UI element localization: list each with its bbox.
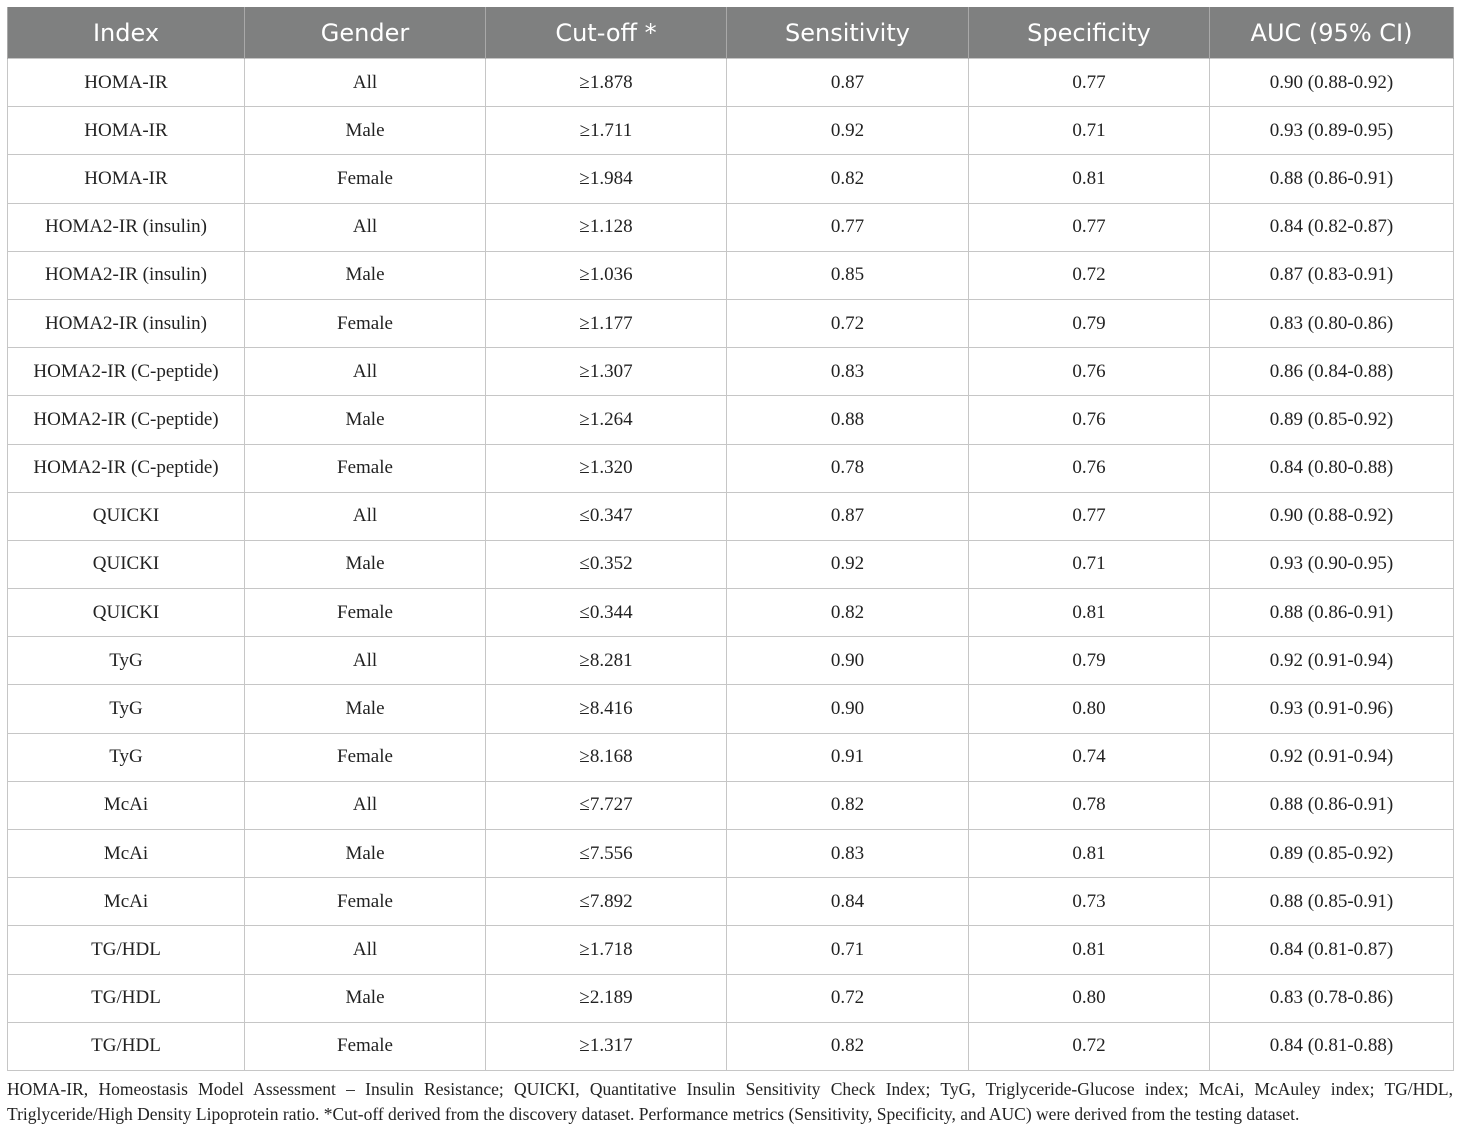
cell-auc: 0.89 (0.85-0.92) bbox=[1210, 830, 1454, 878]
cell-gender: Female bbox=[245, 878, 486, 926]
table-row bbox=[8, 155, 1454, 203]
results-table bbox=[7, 7, 1454, 1071]
cell-specificity: 0.79 bbox=[969, 637, 1210, 685]
cell-auc: 0.93 (0.89-0.95) bbox=[1210, 107, 1454, 155]
cell-auc: 0.84 (0.81-0.88) bbox=[1210, 1022, 1454, 1070]
table-row bbox=[8, 878, 1454, 926]
table-row bbox=[8, 444, 1454, 492]
cell-specificity: 0.77 bbox=[969, 492, 1210, 540]
cell-sensitivity: 0.82 bbox=[727, 589, 969, 637]
table-row bbox=[8, 348, 1454, 396]
cell-gender: Male bbox=[245, 396, 486, 444]
table-row bbox=[8, 781, 1454, 829]
cell-index: TG/HDL bbox=[8, 926, 245, 974]
cell-sensitivity: 0.87 bbox=[727, 59, 969, 107]
cell-gender: All bbox=[245, 926, 486, 974]
cell-index: TG/HDL bbox=[8, 1022, 245, 1070]
table-footnote: HOMA-IR, Homeostasis Model Assessment – Insulin Resistance; QUICKI, Quantitative Insulin Sensitivity Check Index; TyG, Triglyceride-Glucose index; McAi, McAuley index; TG/HDL, Triglyceride/High Density Lipoprotein ratio. *Cut-off derived from the discovery dataset. Performance metrics (Sensitivity, Specificity, and AUC) were derived from the testing dataset. bbox=[7, 1079, 1453, 1124]
cell-specificity: 0.76 bbox=[969, 348, 1210, 396]
cell-index: TyG bbox=[8, 685, 245, 733]
cell-gender: All bbox=[245, 348, 486, 396]
cell-sensitivity: 0.82 bbox=[727, 155, 969, 203]
cell-specificity: 0.72 bbox=[969, 1022, 1210, 1070]
cell-auc: 0.87 (0.83-0.91) bbox=[1210, 251, 1454, 299]
table-row bbox=[8, 251, 1454, 299]
cell-auc: 0.88 (0.86-0.91) bbox=[1210, 781, 1454, 829]
cell-index: HOMA-IR bbox=[8, 59, 245, 107]
results-table-container bbox=[7, 7, 1453, 1071]
table-header bbox=[8, 7, 1454, 59]
cell-index: TG/HDL bbox=[8, 974, 245, 1022]
cell-auc: 0.92 (0.91-0.94) bbox=[1210, 637, 1454, 685]
cell-specificity: 0.79 bbox=[969, 299, 1210, 347]
cell-sensitivity: 0.84 bbox=[727, 878, 969, 926]
cell-cutoff: ≥1.307 bbox=[486, 348, 727, 396]
cell-sensitivity: 0.90 bbox=[727, 685, 969, 733]
cell-gender: Male bbox=[245, 540, 486, 588]
cell-sensitivity: 0.85 bbox=[727, 251, 969, 299]
cell-gender: Female bbox=[245, 299, 486, 347]
cell-specificity: 0.81 bbox=[969, 589, 1210, 637]
cell-cutoff: ≤0.347 bbox=[486, 492, 727, 540]
cell-index: QUICKI bbox=[8, 589, 245, 637]
cell-index: HOMA-IR bbox=[8, 155, 245, 203]
cell-auc: 0.88 (0.86-0.91) bbox=[1210, 155, 1454, 203]
cell-index: QUICKI bbox=[8, 492, 245, 540]
cell-gender: All bbox=[245, 637, 486, 685]
table-row bbox=[8, 59, 1454, 107]
cell-gender: Female bbox=[245, 155, 486, 203]
cell-cutoff: ≥1.317 bbox=[486, 1022, 727, 1070]
cell-sensitivity: 0.72 bbox=[727, 299, 969, 347]
cell-cutoff: ≥1.718 bbox=[486, 926, 727, 974]
cell-sensitivity: 0.90 bbox=[727, 637, 969, 685]
cell-sensitivity: 0.78 bbox=[727, 444, 969, 492]
cell-index: HOMA2-IR (C-peptide) bbox=[8, 396, 245, 444]
cell-sensitivity: 0.72 bbox=[727, 974, 969, 1022]
cell-specificity: 0.80 bbox=[969, 974, 1210, 1022]
cell-gender: Female bbox=[245, 589, 486, 637]
cell-sensitivity: 0.83 bbox=[727, 830, 969, 878]
header-auc: AUC (95% CI) bbox=[1210, 7, 1454, 59]
cell-specificity: 0.73 bbox=[969, 878, 1210, 926]
cell-specificity: 0.76 bbox=[969, 444, 1210, 492]
cell-cutoff: ≥1.177 bbox=[486, 299, 727, 347]
cell-cutoff: ≥2.189 bbox=[486, 974, 727, 1022]
cell-gender: All bbox=[245, 492, 486, 540]
cell-cutoff: ≥1.984 bbox=[486, 155, 727, 203]
table-row bbox=[8, 540, 1454, 588]
cell-auc: 0.90 (0.88-0.92) bbox=[1210, 59, 1454, 107]
cell-gender: Male bbox=[245, 251, 486, 299]
cell-cutoff: ≤7.892 bbox=[486, 878, 727, 926]
cell-specificity: 0.81 bbox=[969, 830, 1210, 878]
cell-cutoff: ≤7.727 bbox=[486, 781, 727, 829]
cell-gender: Male bbox=[245, 830, 486, 878]
cell-auc: 0.84 (0.80-0.88) bbox=[1210, 444, 1454, 492]
table-row bbox=[8, 733, 1454, 781]
cell-auc: 0.83 (0.78-0.86) bbox=[1210, 974, 1454, 1022]
cell-cutoff: ≥1.711 bbox=[486, 107, 727, 155]
header-cutoff: Cut-off * bbox=[486, 7, 727, 59]
table-row bbox=[8, 685, 1454, 733]
cell-sensitivity: 0.77 bbox=[727, 203, 969, 251]
table-row bbox=[8, 926, 1454, 974]
cell-cutoff: ≥1.036 bbox=[486, 251, 727, 299]
cell-cutoff: ≤0.352 bbox=[486, 540, 727, 588]
cell-cutoff: ≥8.168 bbox=[486, 733, 727, 781]
table-row bbox=[8, 830, 1454, 878]
cell-sensitivity: 0.82 bbox=[727, 1022, 969, 1070]
cell-specificity: 0.81 bbox=[969, 926, 1210, 974]
cell-index: HOMA2-IR (insulin) bbox=[8, 251, 245, 299]
cell-auc: 0.92 (0.91-0.94) bbox=[1210, 733, 1454, 781]
table-row bbox=[8, 974, 1454, 1022]
cell-sensitivity: 0.88 bbox=[727, 396, 969, 444]
cell-specificity: 0.76 bbox=[969, 396, 1210, 444]
cell-gender: Female bbox=[245, 444, 486, 492]
cell-index: TyG bbox=[8, 637, 245, 685]
cell-auc: 0.89 (0.85-0.92) bbox=[1210, 396, 1454, 444]
cell-gender: Male bbox=[245, 107, 486, 155]
cell-index: HOMA-IR bbox=[8, 107, 245, 155]
cell-specificity: 0.80 bbox=[969, 685, 1210, 733]
cell-auc: 0.84 (0.81-0.87) bbox=[1210, 926, 1454, 974]
cell-index: QUICKI bbox=[8, 540, 245, 588]
cell-auc: 0.88 (0.85-0.91) bbox=[1210, 878, 1454, 926]
table-row bbox=[8, 107, 1454, 155]
header-index: Index bbox=[8, 7, 245, 59]
cell-sensitivity: 0.71 bbox=[727, 926, 969, 974]
cell-specificity: 0.71 bbox=[969, 540, 1210, 588]
cell-specificity: 0.77 bbox=[969, 203, 1210, 251]
cell-auc: 0.93 (0.91-0.96) bbox=[1210, 685, 1454, 733]
table-body bbox=[8, 59, 1454, 1071]
cell-cutoff: ≥1.878 bbox=[486, 59, 727, 107]
cell-auc: 0.86 (0.84-0.88) bbox=[1210, 348, 1454, 396]
header-gender: Gender bbox=[245, 7, 486, 59]
cell-index: TyG bbox=[8, 733, 245, 781]
cell-gender: All bbox=[245, 781, 486, 829]
header-specificity: Specificity bbox=[969, 7, 1210, 59]
cell-auc: 0.93 (0.90-0.95) bbox=[1210, 540, 1454, 588]
cell-cutoff: ≤0.344 bbox=[486, 589, 727, 637]
cell-cutoff: ≥8.416 bbox=[486, 685, 727, 733]
cell-index: HOMA2-IR (C-peptide) bbox=[8, 348, 245, 396]
header-sensitivity: Sensitivity bbox=[727, 7, 969, 59]
cell-auc: 0.84 (0.82-0.87) bbox=[1210, 203, 1454, 251]
cell-cutoff: ≤7.556 bbox=[486, 830, 727, 878]
cell-cutoff: ≥1.128 bbox=[486, 203, 727, 251]
cell-gender: All bbox=[245, 59, 486, 107]
table-row bbox=[8, 492, 1454, 540]
cell-sensitivity: 0.83 bbox=[727, 348, 969, 396]
cell-index: HOMA2-IR (C-peptide) bbox=[8, 444, 245, 492]
cell-index: McAi bbox=[8, 781, 245, 829]
cell-index: HOMA2-IR (insulin) bbox=[8, 203, 245, 251]
cell-specificity: 0.78 bbox=[969, 781, 1210, 829]
cell-auc: 0.90 (0.88-0.92) bbox=[1210, 492, 1454, 540]
cell-specificity: 0.72 bbox=[969, 251, 1210, 299]
cell-cutoff: ≥1.264 bbox=[486, 396, 727, 444]
cell-specificity: 0.81 bbox=[969, 155, 1210, 203]
cell-sensitivity: 0.92 bbox=[727, 540, 969, 588]
cell-specificity: 0.77 bbox=[969, 59, 1210, 107]
cell-auc: 0.83 (0.80-0.86) bbox=[1210, 299, 1454, 347]
cell-sensitivity: 0.82 bbox=[727, 781, 969, 829]
cell-sensitivity: 0.87 bbox=[727, 492, 969, 540]
cell-sensitivity: 0.91 bbox=[727, 733, 969, 781]
cell-index: HOMA2-IR (insulin) bbox=[8, 299, 245, 347]
cell-index: McAi bbox=[8, 878, 245, 926]
table-row bbox=[8, 396, 1454, 444]
cell-gender: Male bbox=[245, 974, 486, 1022]
cell-sensitivity: 0.92 bbox=[727, 107, 969, 155]
cell-gender: All bbox=[245, 203, 486, 251]
cell-index: McAi bbox=[8, 830, 245, 878]
cell-auc: 0.88 (0.86-0.91) bbox=[1210, 589, 1454, 637]
cell-cutoff: ≥1.320 bbox=[486, 444, 727, 492]
table-row bbox=[8, 299, 1454, 347]
cell-cutoff: ≥8.281 bbox=[486, 637, 727, 685]
table-row bbox=[8, 1022, 1454, 1070]
cell-gender: Male bbox=[245, 685, 486, 733]
table-row bbox=[8, 203, 1454, 251]
table-row bbox=[8, 637, 1454, 685]
table-row bbox=[8, 589, 1454, 637]
cell-gender: Female bbox=[245, 1022, 486, 1070]
cell-specificity: 0.74 bbox=[969, 733, 1210, 781]
cell-gender: Female bbox=[245, 733, 486, 781]
header-row bbox=[8, 7, 1454, 59]
cell-specificity: 0.71 bbox=[969, 107, 1210, 155]
